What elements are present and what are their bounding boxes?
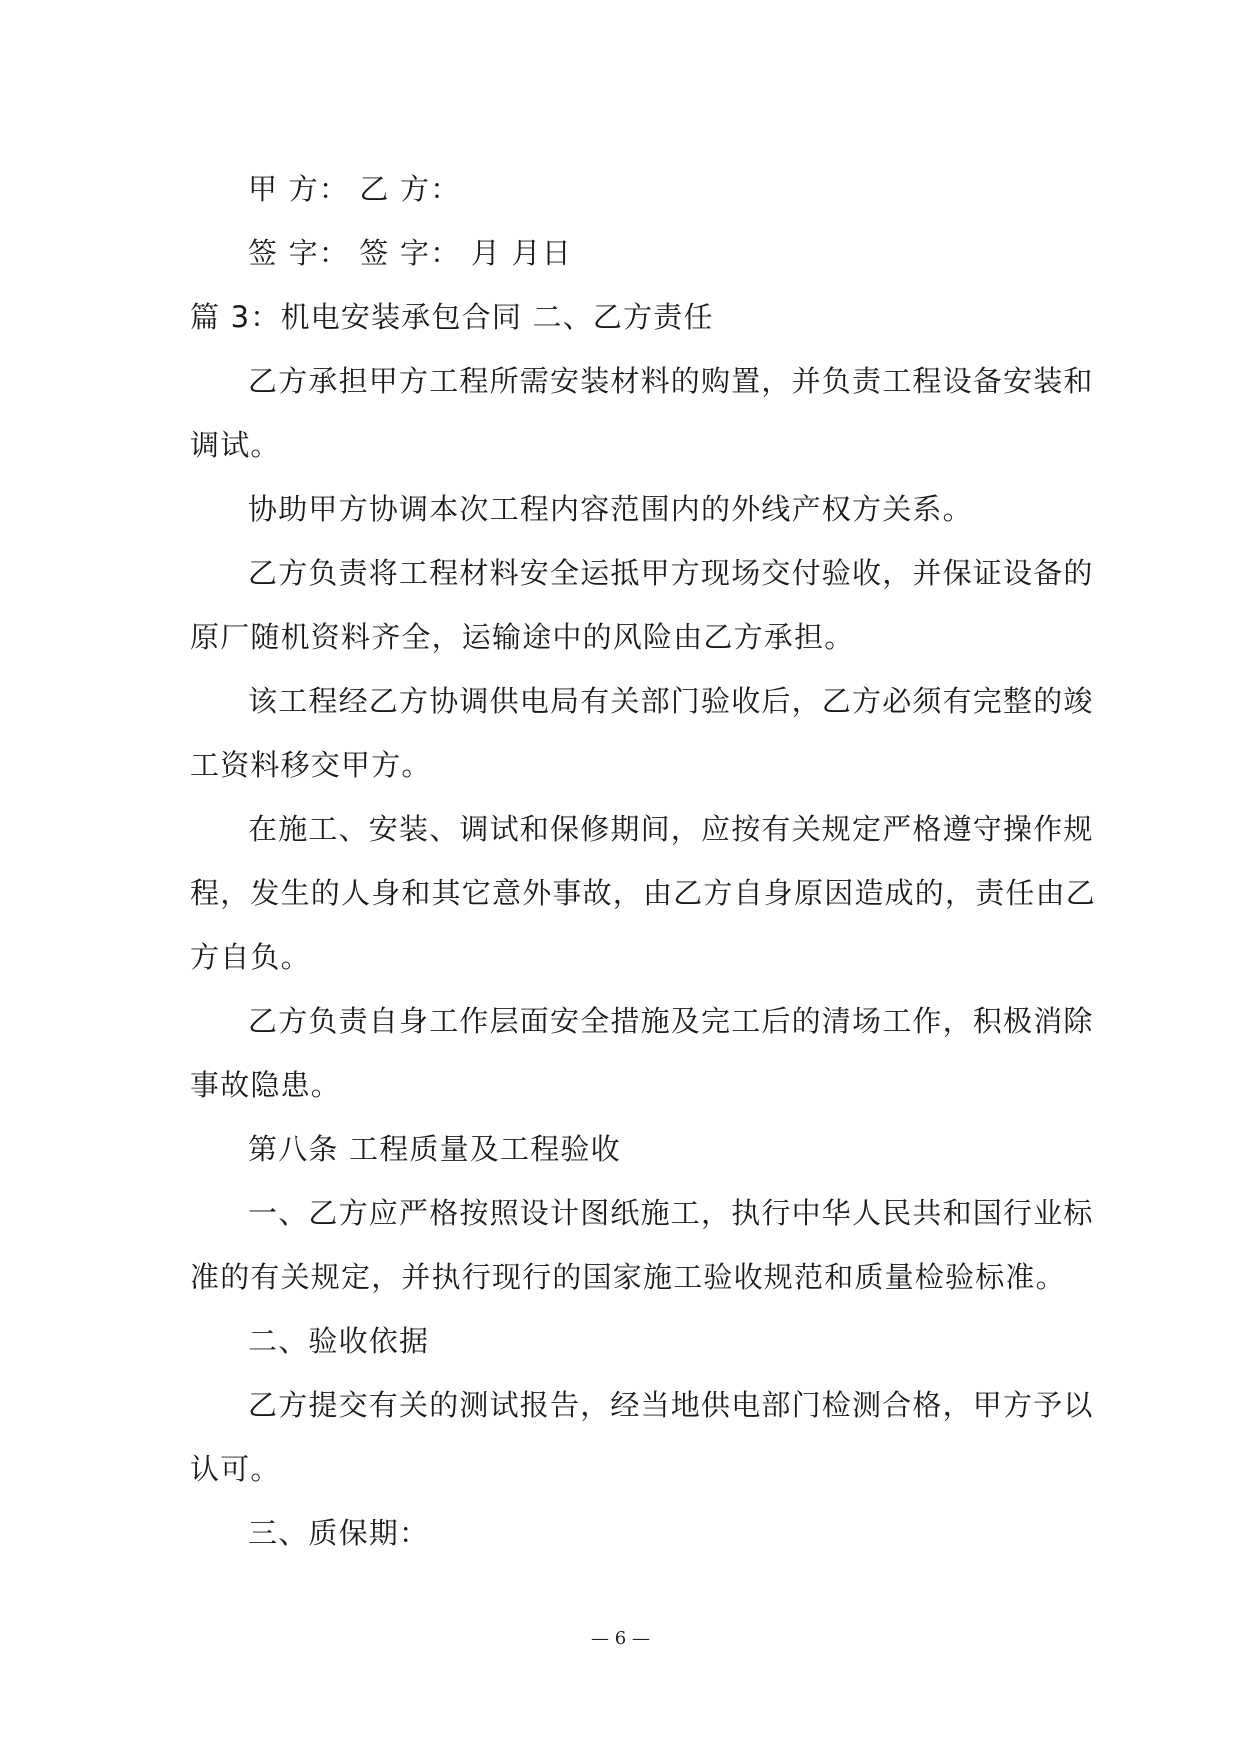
page-number: — 6 — <box>591 1628 650 1649</box>
text-line: 工资料移交甲方。 <box>190 748 432 782</box>
text-line: 程，发生的人身和其它意外事故，由乙方自身原因造成的，责任由乙 <box>190 876 1097 910</box>
text-line: 乙方承担甲方工程所需安装材料的购置，并负责工程设备安装和 <box>248 364 1094 398</box>
text-line: 一、乙方应严格按照设计图纸施工，执行中华人民共和国行业标 <box>248 1196 1094 1230</box>
text-line: 协助甲方协调本次工程内容范围内的外线产权方关系。 <box>248 492 973 526</box>
text-line: 签 字： 签 字： 月 月日 <box>248 236 572 270</box>
text-line: 原厂随机资料齐全，运输途中的风险由乙方承担。 <box>190 620 855 654</box>
text-line: 调试。 <box>190 428 281 462</box>
text-line: 事故隐患。 <box>190 1068 342 1102</box>
text-line: 第八条 工程质量及工程验收 <box>248 1132 621 1166</box>
text-line: 乙方提交有关的测试报告，经当地供电部门检测合格，甲方予以 <box>248 1388 1094 1422</box>
text-line: 方自负。 <box>190 940 311 974</box>
text-line: 篇 3：机电安装承包合同 二、乙方责任 <box>190 300 714 334</box>
text-line: 认可。 <box>190 1452 281 1486</box>
text-line: 三、质保期： <box>248 1516 430 1550</box>
text-line: 该工程经乙方协调供电局有关部门验收后，乙方必须有完整的竣 <box>248 684 1094 718</box>
text-line: 在施工、安装、调试和保修期间，应按有关规定严格遵守操作规 <box>248 812 1094 846</box>
text-line: 乙方负责自身工作层面安全措施及完工后的清场工作，积极消除 <box>248 1004 1094 1038</box>
text-line: 乙方负责将工程材料安全运抵甲方现场交付验收，并保证设备的 <box>248 556 1094 590</box>
document-body <box>190 157 1097 1565</box>
text-line: 二、验收依据 <box>248 1324 430 1358</box>
text-line: 准的有关规定，并执行现行的国家施工验收规范和质量检验标准。 <box>190 1260 1066 1294</box>
text-line: 甲 方： 乙 方： <box>248 172 461 206</box>
